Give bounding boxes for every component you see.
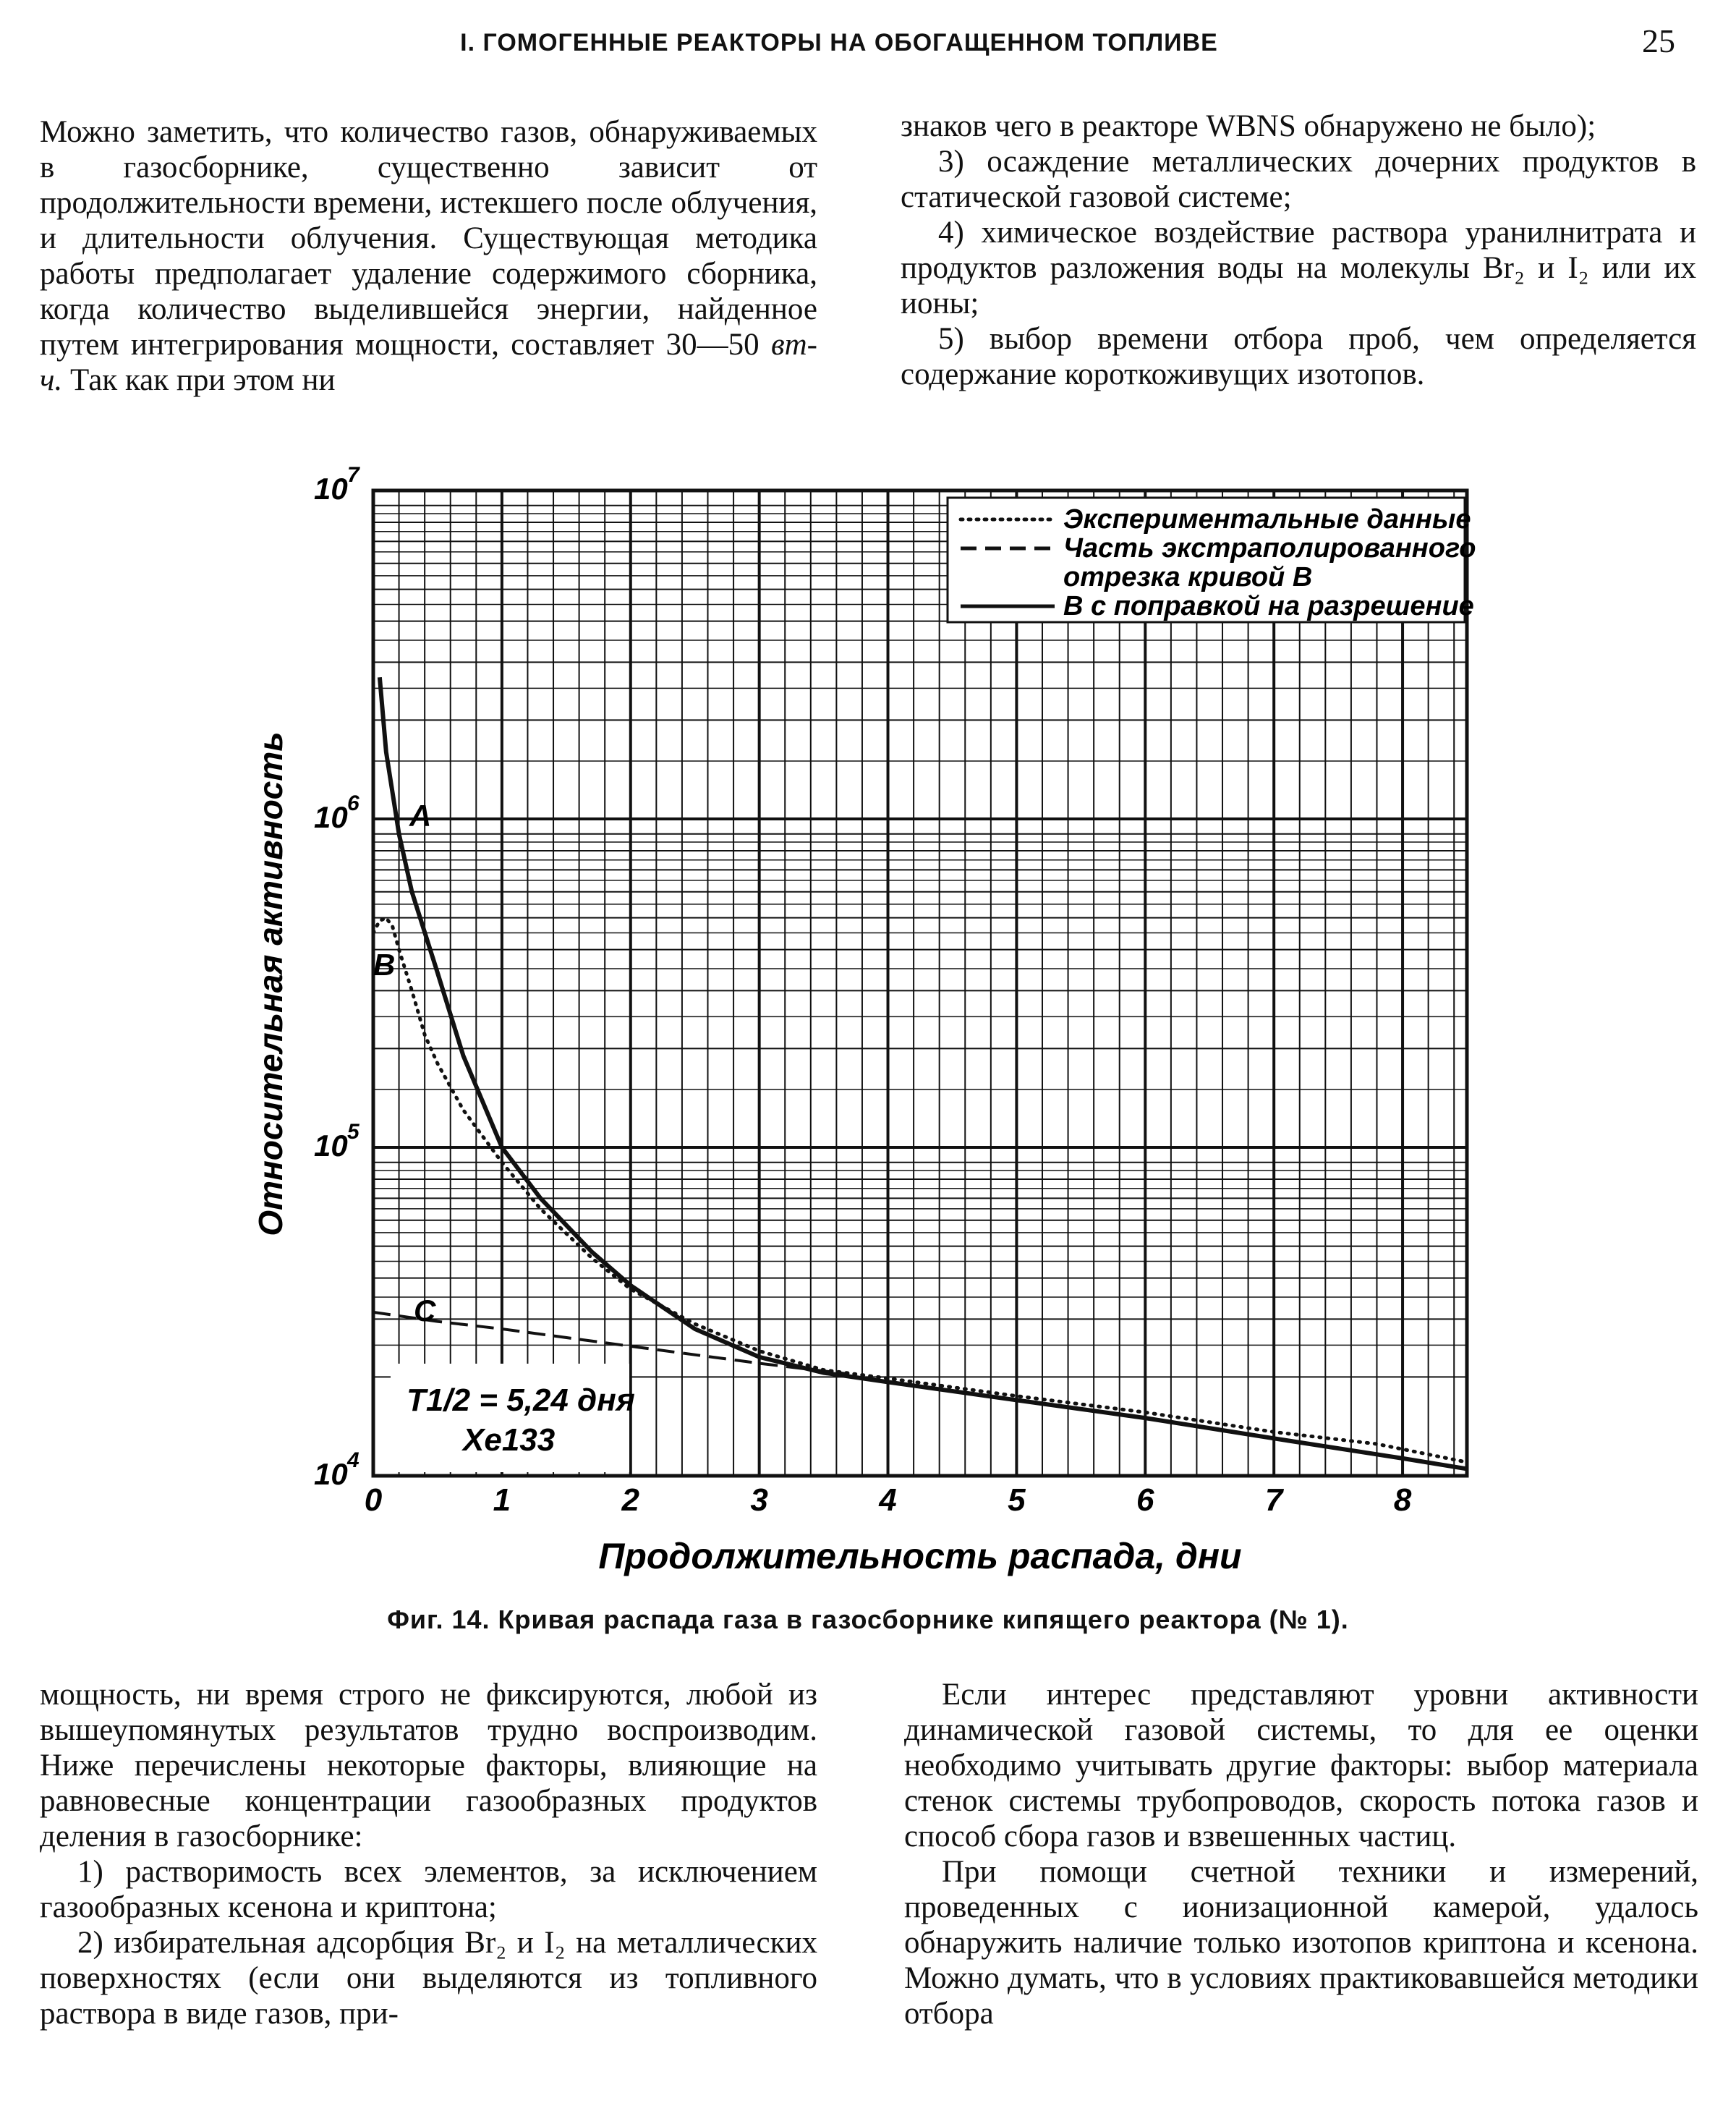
y-axis-label: Относительная активность: [252, 731, 289, 1236]
halflife-box: [391, 1364, 635, 1472]
unit-text: вт-ч.: [40, 328, 817, 397]
x-tick-label: 7: [1264, 1482, 1283, 1518]
running-title: I. ГОМОГЕННЫЕ РЕАКТОРЫ НА ОБОГАЩЕННОМ ТОПЛИВЕ: [460, 29, 1218, 56]
isotope-label: Xe133: [463, 1422, 556, 1458]
list-item: 3) осаждение металлических дочерних продуктов в статической газовой системе;: [901, 145, 1696, 214]
x-tick-label: 2: [621, 1482, 640, 1518]
legend-label: отрезка кривой B: [1063, 562, 1313, 592]
curve-label-c: C: [414, 1293, 436, 1328]
page-number: 25: [1642, 22, 1675, 59]
legend-label: Экспериментальные данные: [1063, 504, 1471, 535]
top-right-column: [901, 109, 1696, 392]
bottom-left-column: [40, 1677, 817, 2031]
x-axis-label: Продолжительность распада, дни: [598, 1536, 1242, 1576]
y-tick-label: 10: [314, 1457, 348, 1491]
top-left-tail: Так как при этом ни: [62, 363, 336, 397]
chart-grid: [373, 490, 1467, 1476]
bottom-right-column: [904, 1677, 1698, 2031]
curve-b-corrected: [380, 677, 1467, 1469]
chart-curves: [373, 677, 1467, 1469]
x-tick-label: 3: [750, 1482, 768, 1518]
x-tick-label: 1: [493, 1482, 511, 1518]
y-tick-exponent: 7: [347, 463, 359, 487]
x-tick-label: 5: [1008, 1482, 1026, 1518]
y-tick-exponent: 5: [347, 1120, 359, 1144]
paragraph: мощность, ни время строго не фиксируются, любой из вышеупомянутых результатов трудно воспроизводим. Ниже перечислены некоторые факторы, влияющие на равновесные концентрации газообразных продуктов деления в газосборнике:: [40, 1678, 817, 1853]
paragraph: знаков чего в реакторе WBNS обнаружено не было);: [901, 109, 1596, 143]
list-item: 1) растворимость всех элементов, за исключением газообразных ксенона и криптона;: [40, 1855, 817, 1924]
plot-frame: [373, 490, 1467, 1476]
y-tick-label: 10: [314, 1129, 348, 1163]
list-item: 5) выбор времени отбора проб, чем определяется содержание короткоживущих изотопов.: [901, 322, 1696, 391]
x-tick-label: 8: [1393, 1482, 1412, 1518]
y-tick-exponent: 6: [347, 791, 359, 815]
halflife-label: T1/2 = 5,24 дня: [407, 1382, 635, 1418]
figure-caption: Фиг. 14. Кривая распада газа в газосборнике кипящего реактора (№ 1).: [387, 1605, 1349, 1634]
x-tick-label: 4: [879, 1482, 897, 1518]
list-item: 2) избирательная адсорбция Br₂ и I₂ на металлических поверхностях (если они выделяются из топливного раствора в виде газов, при-: [40, 1926, 817, 2031]
x-tick-label: 6: [1136, 1482, 1154, 1518]
legend-label: Часть экстраполированного: [1063, 533, 1476, 564]
list-item: 4) химическое воздействие раствора уранилнитрата и продуктов разложения воды на молекулы Br₂ и I₂ или их ионы;: [901, 216, 1696, 320]
y-tick-label: 10: [314, 800, 348, 834]
curve-label-b: B: [373, 948, 396, 982]
y-tick-label: 10: [314, 472, 348, 506]
paragraph: При помощи счетной техники и измерений, проведенных с ионизационной камерой, удалось обнаружить наличие только изотопов криптона и ксенона. Можно думать, что в условиях практиковавшейся методики отбора: [904, 1855, 1698, 2031]
x-tick-label: 0: [364, 1482, 383, 1518]
top-left-column: [40, 114, 817, 398]
legend-label: B с поправкой на разрешение: [1063, 591, 1474, 621]
chart-legend: [948, 498, 1476, 622]
top-left-paragraph: Можно заметить, что количество газов, обнаруживаемых в газосборнике, существенно зависит от продолжительности времени, истекшего после облучения, и длительности облучения. Существующая методика работы предполагает удаление содержимого сборника, когда количество выделившейся энергии, найденное путем интегрирования мощности, составляет 30—50: [40, 115, 817, 362]
curve-label-a: A: [409, 799, 432, 833]
paragraph: Если интерес представляют уровни активности динамической газовой системы, то для ее оценки необходимо учитывать другие факторы: выбор материала стенок системы трубопроводов, скорость потока газов и способ сбора газов и взвешенных частиц.: [904, 1678, 1698, 1853]
decay-chart: [0, 463, 1736, 1599]
y-tick-exponent: 4: [347, 1448, 359, 1472]
